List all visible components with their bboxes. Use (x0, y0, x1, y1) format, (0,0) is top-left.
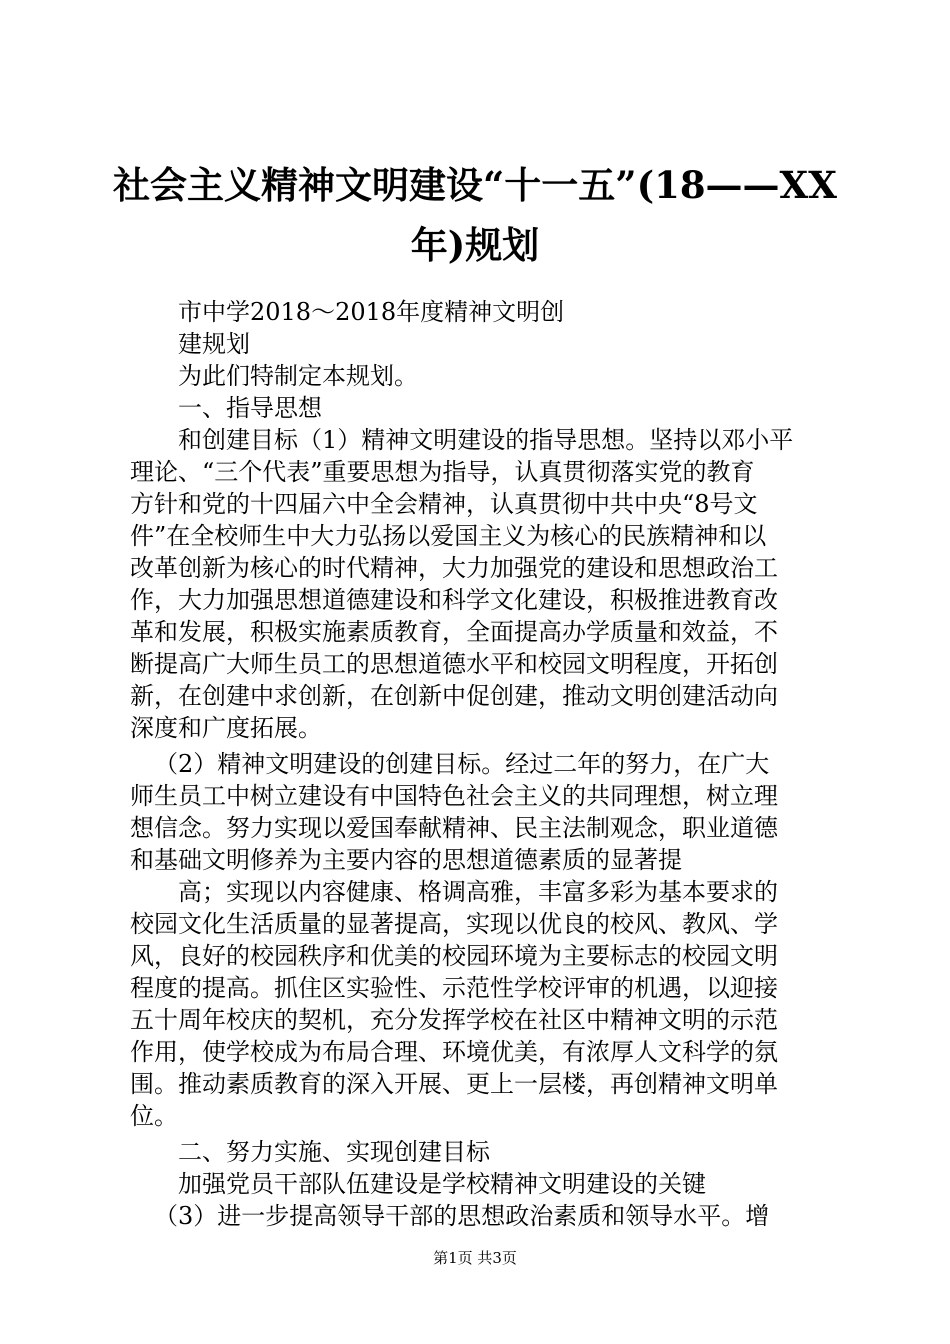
paragraph-line: （2）精神文明建设的创建目标。经过二年的努力，在广大 (154, 750, 770, 778)
paragraph-line: （3）进一步提高领导干部的思想政治素质和领导水平。增 (154, 1202, 770, 1230)
paragraph-line: 建规划 (178, 330, 250, 358)
paragraph-line: 件”在全校师生中大力弘扬以爱国主义为核心的民族精神和以 (130, 522, 767, 550)
paragraph-line: 作，大力加强思想道德建设和科学文化建设，积极推进教育改 (130, 586, 778, 614)
paragraph-line: 改革创新为核心的时代精神，大力加强党的建设和思想政治工 (130, 554, 778, 582)
paragraph-line: 高；实现以内容健康、格调高雅，丰富多彩为基本要求的 (178, 878, 778, 906)
paragraph-line: 理论、“三个代表”重要思想为指导，认真贯彻落实党的教育 (130, 458, 755, 486)
paragraph-line: 深度和广度拓展。 (130, 714, 322, 742)
document-title-line-2: 年)规划 (410, 223, 540, 267)
paragraph-line: 想信念。努力实现以爱国奉献精神、民主法制观念，职业道德 (130, 814, 778, 842)
paragraph-line: 围。推动素质教育的深入开展、更上一层楼，再创精神文明单 (130, 1070, 778, 1098)
paragraph-line: 五十周年校庆的契机，充分发挥学校在社区中精神文明的示范 (130, 1006, 778, 1034)
paragraph-line: 程度的提高。抓住区实验性、示范性学校评审的机遇，以迎接 (130, 974, 778, 1002)
paragraph-line: 位。 (130, 1102, 178, 1130)
paragraph-line: 和基础文明修养为主要内容的思想道德素质的显著提 (130, 846, 682, 874)
paragraph-line: 加强党员干部队伍建设是学校精神文明建设的关键 (178, 1170, 706, 1198)
paragraph-line: 革和发展，积极实施素质教育，全面提高办学质量和效益，不 (130, 618, 778, 646)
section-heading: 一、指导思想 (178, 394, 322, 422)
paragraph-line: 和创建目标（1）精神文明建设的指导思想。坚持以邓小平 (178, 426, 794, 454)
paragraph-line: 校园文化生活质量的显著提高，实现以优良的校风、教风、学 (130, 910, 778, 938)
paragraph-line: 为此们特制定本规划。 (178, 362, 418, 390)
page-number-footer: 第1页 共3页 (433, 1249, 517, 1267)
paragraph-line: 新，在创建中求创新，在创新中促创建，推动文明创建活动向 (130, 682, 778, 710)
paragraph-line: 作用，使学校成为布局合理、环境优美，有浓厚人文科学的氛 (130, 1038, 778, 1066)
paragraph-line: 师生员工中树立建设有中国特色社会主义的共同理想，树立理 (130, 782, 778, 810)
paragraph-line: 断提高广大师生员工的思想道德水平和校园文明程度，开拓创 (130, 650, 778, 678)
paragraph-line: 市中学2018～2018年度精神文明创 (178, 298, 565, 326)
paragraph-line: 风，良好的校园秩序和优美的校园环境为主要标志的校园文明 (130, 942, 778, 970)
document-title-line-1: 社会主义精神文明建设“十一五”(18——XX (113, 163, 837, 207)
paragraph-line: 方针和党的十四届六中全会精神，认真贯彻中共中央“8号文 (130, 490, 758, 518)
section-heading: 二、努力实施、实现创建目标 (178, 1138, 490, 1166)
document-body (130, 296, 830, 1232)
